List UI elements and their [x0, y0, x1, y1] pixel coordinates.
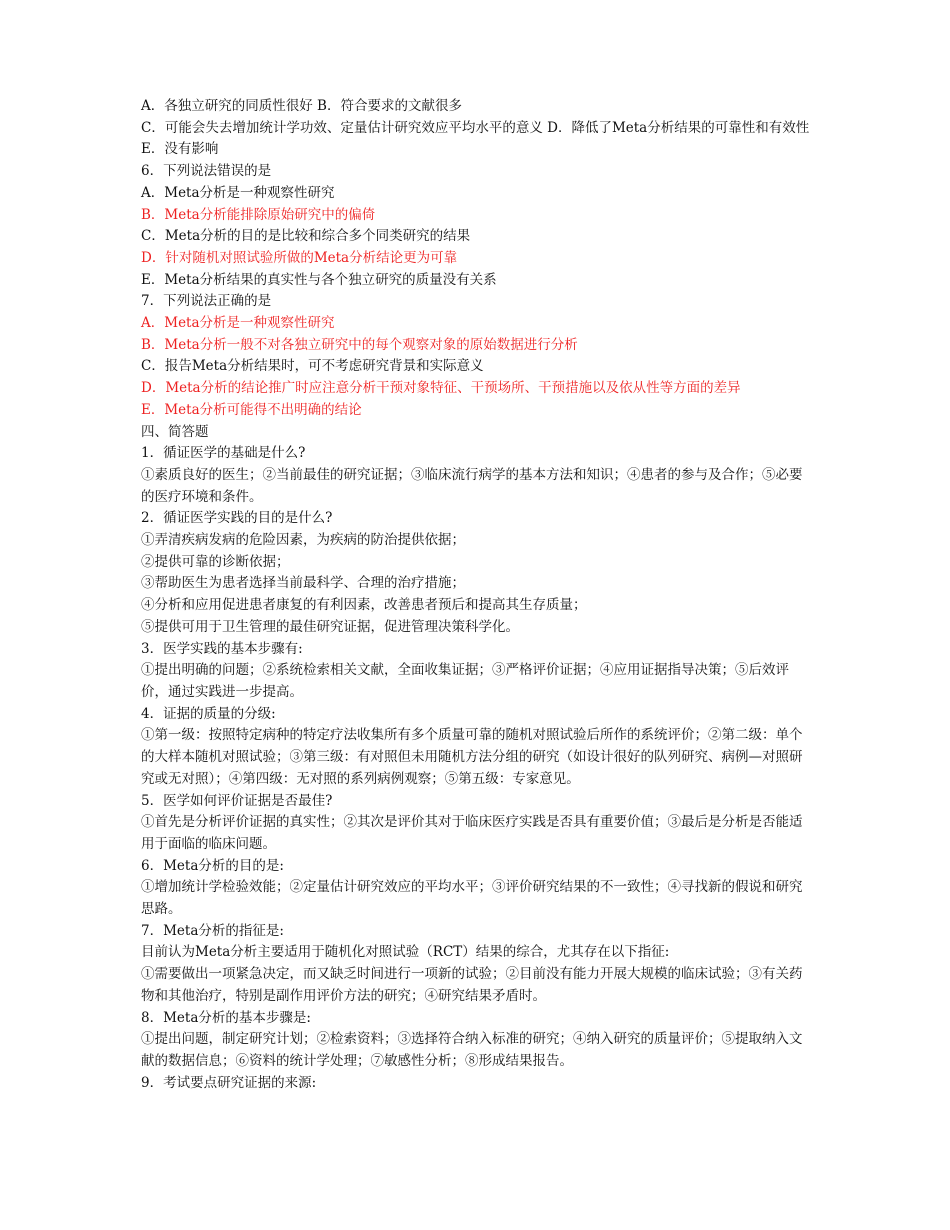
text-line: E．Meta分析结果的真实性与各个独立研究的质量没有关系 [141, 271, 497, 288]
text-line: 4．证据的质量的分级: [141, 705, 276, 722]
text-line: 9．考试要点研究证据的来源: [141, 1074, 317, 1091]
text-line: 7．Meta分析的指征是: [141, 922, 284, 939]
highlighted-answer-line: D．针对随机对照试验所做的Meta分析结论更为可靠 [141, 249, 458, 266]
text-line: 1．循证医学的基础是什么? [141, 445, 306, 462]
text-line: ①提出问题，制定研究计划；②检索资料；③选择符合纳入标准的研究；④纳入研究的质量评价；⑤提取纳入文献的数据信息；⑥资料的统计学处理；⑦敏感性分析；⑧形成结果报告。 [141, 1031, 803, 1069]
text-line: 目前认为Meta分析主要适用于随机化对照试验（RCT）结果的综合，尤其存在以下指征: [141, 944, 670, 961]
text-line: C．Meta分析的目的是比较和综合多个同类研究的结果 [141, 228, 471, 245]
text-line: ⑤提供可用于卫生管理的最佳研究证据，促进管理决策科学化。 [141, 618, 519, 635]
text-line: C．报告Meta分析结果时，可不考虑研究背景和实际意义 [141, 358, 484, 375]
text-line: ①提出明确的问题；②系统检索相关文献，全面收集证据；③严格评价证据；④应用证据指导决策；⑤后效评价，通过实践进一步提高。 [141, 662, 789, 700]
text-line: 3．医学实践的基本步骤有: [141, 640, 303, 657]
text-line: ④分析和应用促进患者康复的有利因素，改善患者预后和提高其生存质量； [141, 597, 587, 614]
text-line: 6．下列说法错误的是 [141, 163, 272, 180]
highlighted-answer-line: B．Meta分析能排除原始研究中的偏倚 [141, 206, 376, 223]
text-line: A．各独立研究的同质性很好 B．符合要求的文献很多 [141, 98, 462, 114]
text-line: ①增加统计学检验效能；②定量估计研究效应的平均水平；③评价研究结果的不一致性；④寻找新的假说和研究思路。 [141, 879, 803, 918]
document-page [141, 96, 813, 1094]
highlighted-answer-line: A．Meta分析是一种观察性研究 [141, 315, 335, 332]
text-line: 6．Meta分析的目的是: [141, 857, 284, 874]
text-line: C．可能会失去增加统计学功效、定量估计研究效应平均水平的意义 D．降低了Meta分析结果的可靠性和有效性 E．没有影响 [141, 119, 810, 158]
text-line: A．Meta分析是一种观察性研究 [141, 184, 335, 201]
highlighted-answer-line: D．Meta分析的结论推广时应注意分析干预对象特征、干预场所、干预措施以及依从性等方面的差异 [141, 380, 741, 397]
text-line: ②提供可靠的诊断依据； [141, 553, 290, 570]
text-line: 7．下列说法正确的是 [141, 293, 272, 310]
text-line: 四、简答题 [141, 423, 209, 440]
text-line: ①弄清疾病发病的危险因素，为疾病的防治提供依据； [141, 532, 465, 549]
text-line: 8．Meta分析的基本步骤是: [141, 1009, 311, 1026]
text-line: 5．医学如何评价证据是否最佳? [141, 792, 333, 809]
text-line: ①需要做出一项紧急决定，而又缺乏时间进行一项新的试验；②目前没有能力开展大规模的临床试验；③有关药物和其他治疗，特别是副作用评价方法的研究；④研究结果矛盾时。 [141, 966, 803, 1004]
text-line: ①第一级：按照特定病种的特定疗法收集所有多个质量可靠的随机对照试验后所作的系统评价；②第二级：单个的大样本随机对照试验；③第三级：有对照但未用随机方法分组的研究（如设计很好的队列研究、病例—对照研究或无对照）；④第四级：无对照的系列病例观察；⑤第五级：专家意见。 [141, 727, 803, 787]
text-line: ①素质良好的医生；②当前最佳的研究证据；③临床流行病学的基本方法和知识；④患者的参与及合作；⑤必要的医疗环境和条件。 [141, 466, 803, 505]
highlighted-answer-line: E．Meta分析可能得不出明确的结论 [141, 401, 362, 418]
text-line: ③帮助医生为患者选择当前最科学、合理的治疗措施； [141, 575, 465, 592]
text-line: ①首先是分析评价证据的真实性；②其次是评价其对于临床医疗实践是否具有重要价值；③最后是分析是否能适用于面临的临床问题。 [141, 814, 803, 852]
text-line: 2．循证医学实践的目的是什么? [141, 510, 333, 527]
highlighted-answer-line: B．Meta分析一般不对各独立研究中的每个观察对象的原始数据进行分析 [141, 336, 578, 353]
